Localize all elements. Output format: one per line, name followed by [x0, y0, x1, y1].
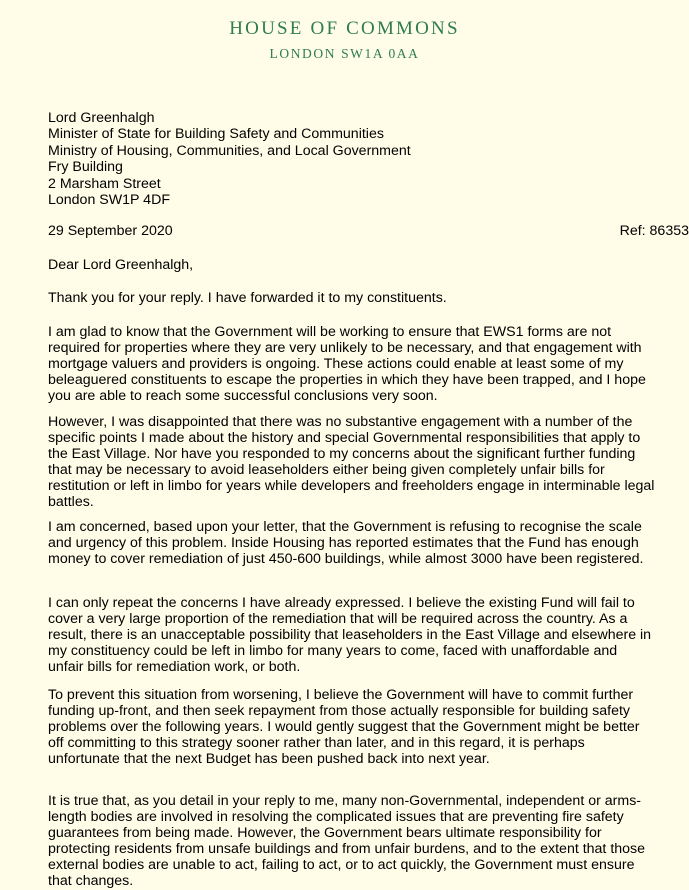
- letterhead-title: HOUSE OF COMMONS: [229, 18, 460, 39]
- paragraph-4: I am concerned, based upon your letter, that the Government is refusing to recognise the scale and urgency of this problem. Inside Housing has reported estimates that the Fund has enough money to cover remediation of just 450-600 buildings, while almost 3000 have been registered.: [48, 519, 644, 568]
- letter-reference: Ref: 86353: [619, 223, 689, 239]
- paragraph-6: To prevent this situation from worsening, I believe the Government will have to commit further funding up-front, and then seek repayment from those actually responsible for building safety problems over the following years. I would gently suggest that the Government might be better off committing to this strategy sooner rather than later, and in this regard, it is perhaps unfortunate that the next Budget has been pushed back into next year.: [48, 687, 640, 768]
- recipient-title: Minister of State for Building Safety and Communities: [48, 126, 384, 143]
- paragraph-1: Thank you for your reply. I have forwarded it to my constituents.: [48, 290, 447, 306]
- letterhead-address: LONDON SW1A 0AA: [269, 46, 420, 61]
- recipient-street: 2 Marsham Street: [48, 175, 161, 192]
- recipient-postcode: London SW1P 4DF: [48, 192, 170, 209]
- paragraph-3: However, I was disappointed that there was no substantive engagement with a number of the specific points I made about the history and special Governmental responsibilities that apply to the East Village. Nor have you responded to my concerns about the significant further funding that may be necessary to avoid leaseholders either being given completely unfair bills for restitution or left in limbo for years while developers and freeholders engage in interminable legal battles.: [48, 414, 655, 511]
- recipient-name: Lord Greenhalgh: [48, 110, 155, 126]
- recipient-department: Ministry of Housing, Communities, and Local Government: [48, 142, 411, 159]
- paragraph-5: I can only repeat the concerns I have already expressed. I believe the existing Fund will fail to cover a very large proportion of the remediation that will be required across the country. As a result, there is an unacceptable possibility that leaseholders in the East Village and elsewhere in my constituency could be left in limbo for many years to come, faced with unaffordable and unfair bills for remediation work, or both.: [48, 595, 652, 676]
- paragraph-7: It is true that, as you detail in your reply to me, many non-Governmental, independent or arms-length bodies are involved in resolving the complicated issues that are preventing fire safety guarantees from being made. However, the Government bears ultimate responsibility for protecting residents from unsafe buildings and from unfair burdens, and to the extent that those external bodies are unable to act, failing to act, or to act quickly, the Government must ensure that changes.: [48, 793, 646, 890]
- recipient-address: [48, 110, 654, 208]
- paragraph-2: I am glad to know that the Government will be working to ensure that EWS1 forms are not required for properties where they are very unlikely to be necessary, and that engagement with mortgage valuers and providers is ongoing. These actions could enable at least some of my beleaguered constituents to escape the properties in which they have been trapped, and I hope you are able to reach some successful conclusions very soon.: [48, 324, 646, 405]
- recipient-building: Fry Building: [48, 159, 123, 176]
- letter-date: 29 September 2020: [48, 223, 173, 239]
- salutation: Dear Lord Greenhalgh,: [48, 257, 194, 273]
